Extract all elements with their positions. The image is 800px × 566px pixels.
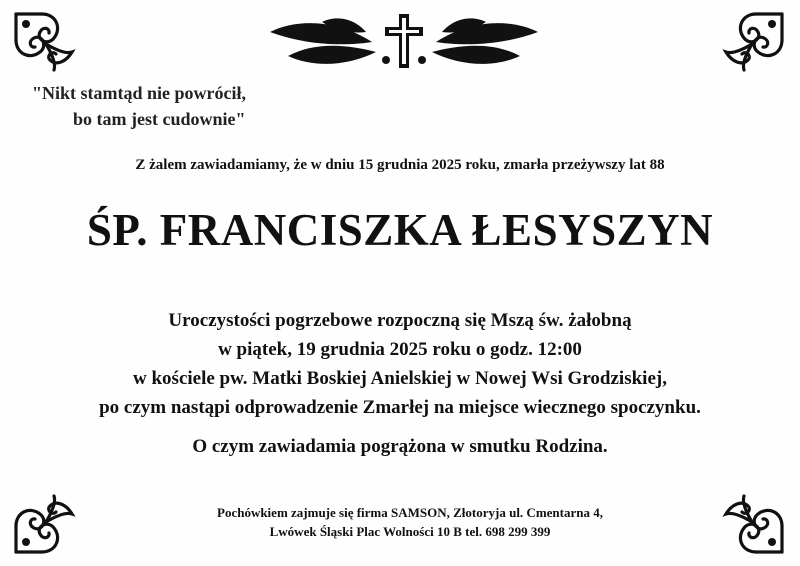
deceased-name: ŚP. FRANCISZKA ŁESYSZYN xyxy=(86,205,714,255)
ceremony-line-3: w kościele pw. Matki Boskiej Anielskiej w Nowej Wsi Grodziskiej, xyxy=(133,368,667,389)
ceremony-line-4: po czym nastąpi odprowadzenie Zmarłej na miejsce wiecznego spoczynku. xyxy=(99,397,701,418)
quote-line-2: bo tam jest cudownie" xyxy=(73,109,246,129)
funeral-home-line-1: Pochówkiem zajmuje się firma SAMSON, Złotoryja ul. Cmentarna 4, xyxy=(217,505,603,520)
ceremony-line-2: w piątek, 19 grudnia 2025 roku o godz. 12:00 xyxy=(218,339,582,360)
family-notice: O czym zawiadamia pogrążona w smutku Rodzina. xyxy=(192,436,608,457)
corner-flourish-top-left-icon xyxy=(12,10,76,74)
quote-line-1: "Nikt stamtąd nie powrócił, xyxy=(32,83,246,103)
cross-with-leaves-icon xyxy=(268,12,540,70)
funeral-home-line-2: Lwówek Śląski Plac Wolności 10 B tel. 698 299 399 xyxy=(269,524,551,539)
death-announcement: Z żalem zawiadamiamy, że w dniu 15 grudnia 2025 roku, zmarła przeżywszy lat 88 xyxy=(135,157,665,173)
corner-flourish-top-right-icon xyxy=(722,10,786,74)
ceremony-line-1: Uroczystości pogrzebowe rozpoczną się Mszą św. żałobną xyxy=(168,310,632,331)
